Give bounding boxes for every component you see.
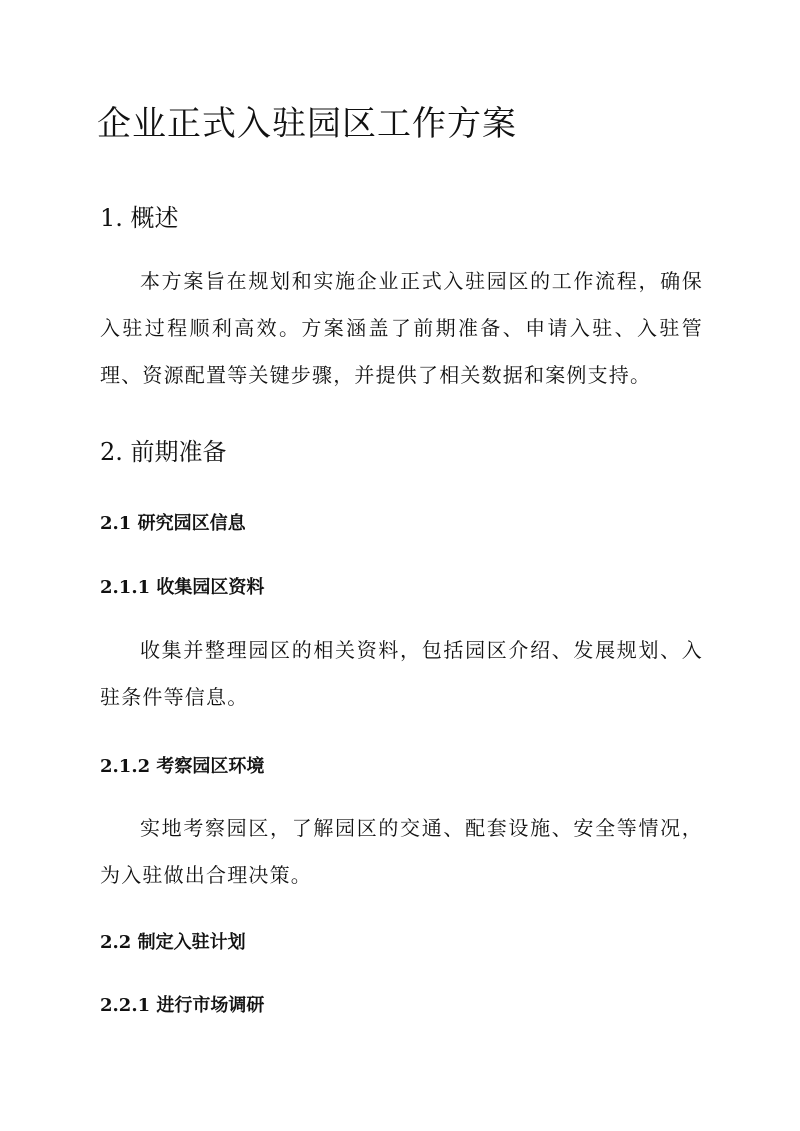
overview-paragraph: 本方案旨在规划和实施企业正式入驻园区的工作流程，确保入驻过程顺利高效。方案涵盖了前期准备、申请入驻、入驻管理、资源配置等关键步骤，并提供了相关数据和案例支持。 [100, 269, 703, 387]
document-title: 企业正式入驻园区工作方案 [97, 104, 517, 144]
inspect-environment-paragraph: 实地考察园区，了解园区的交通、配套设施、安全等情况，为入驻做出合理决策。 [100, 816, 703, 887]
section-heading-overview: 1. 概述 [100, 204, 179, 232]
subsection-heading-2-2: 2.2 制定入驻计划 [100, 932, 246, 953]
section-heading-preparation: 2. 前期准备 [100, 438, 227, 466]
subsection-heading-2-1-1: 2.1.1 收集园区资料 [100, 577, 265, 598]
subsection-heading-2-1: 2.1 研究园区信息 [100, 513, 246, 534]
collect-materials-paragraph: 收集并整理园区的相关资料，包括园区介绍、发展规划、入驻条件等信息。 [100, 638, 703, 709]
subsection-heading-2-1-2: 2.1.2 考察园区环境 [100, 756, 265, 777]
subsection-heading-2-2-1: 2.2.1 进行市场调研 [100, 995, 265, 1016]
